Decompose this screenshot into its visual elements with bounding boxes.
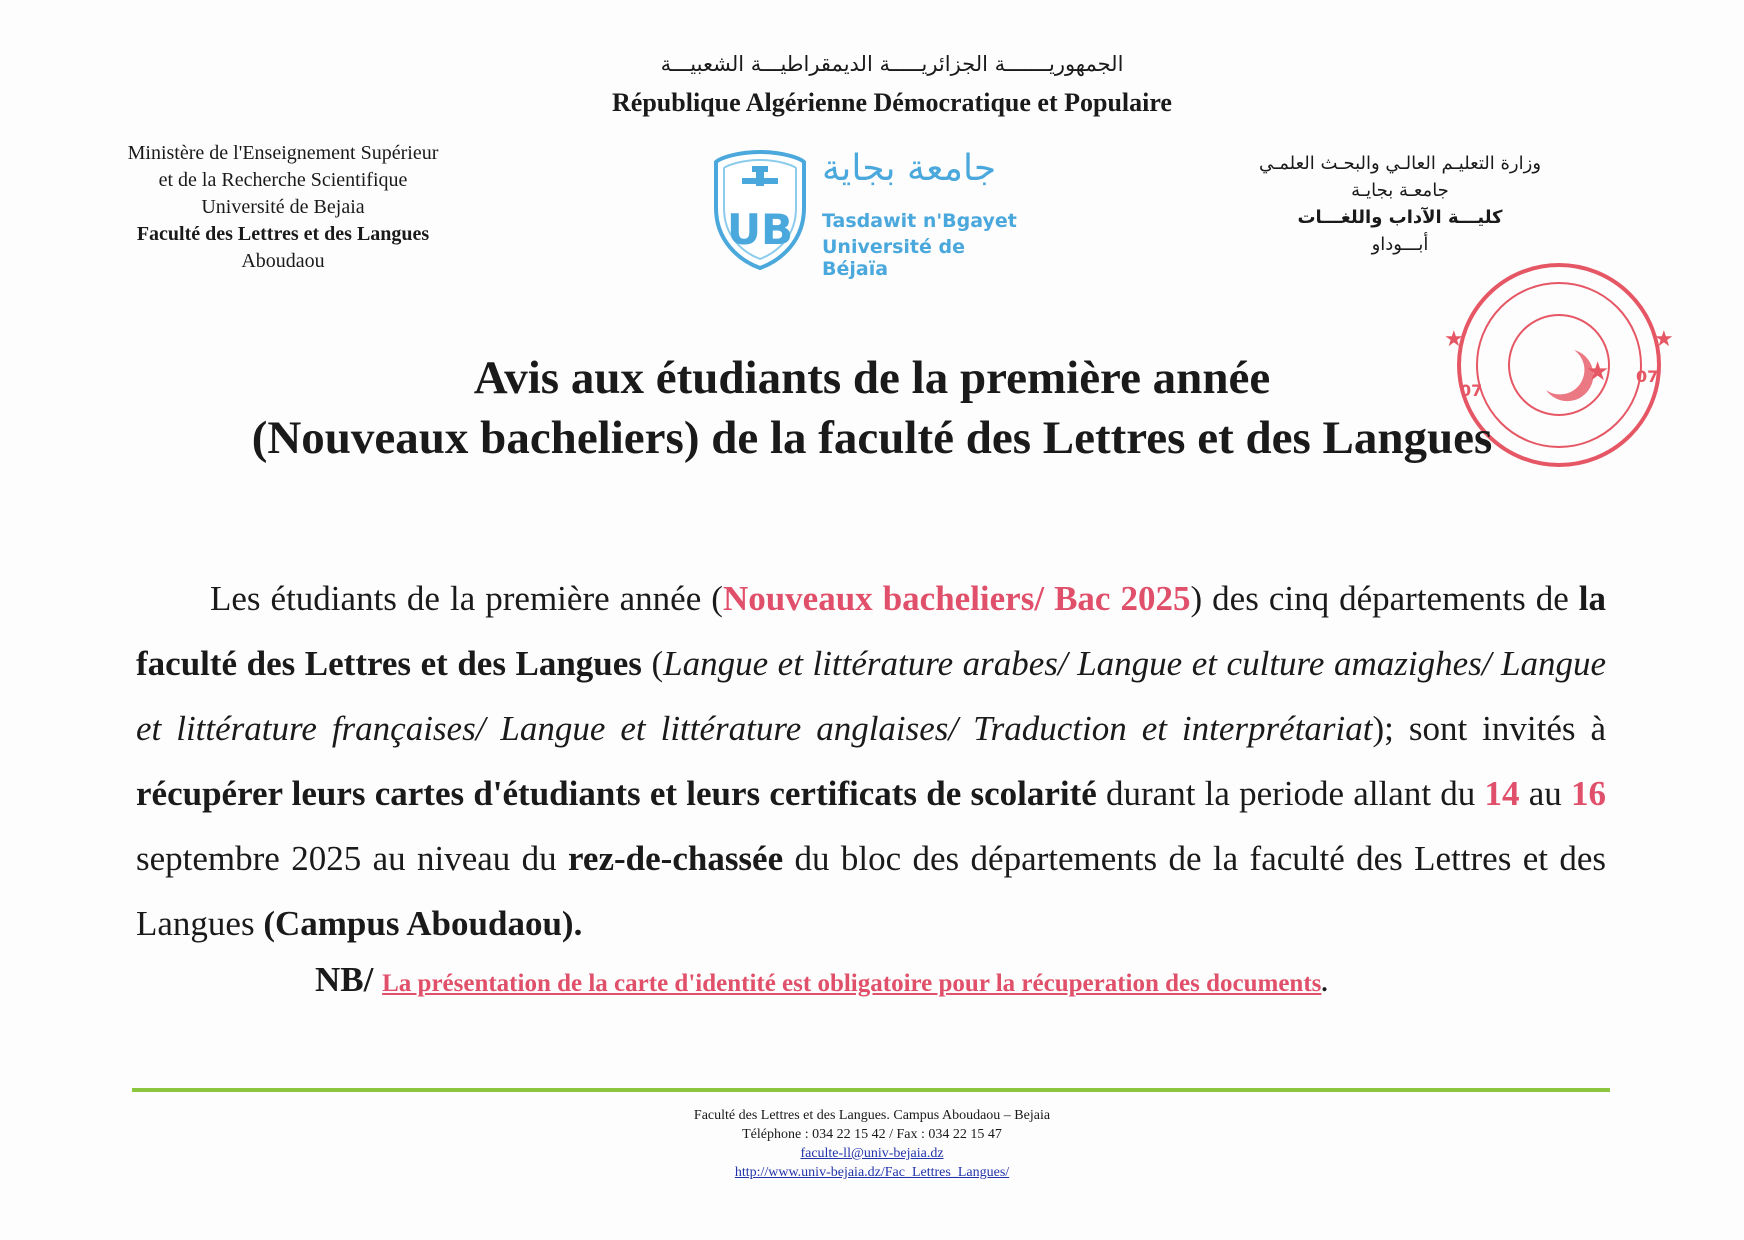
ministry-line-2: et de la Recherche Scientifique: [158, 169, 408, 191]
ministry-line-1: Ministère de l'Enseignement Supérieur: [127, 142, 439, 164]
logo-line-2: Université de Béjaïa: [822, 236, 966, 280]
body-text: septembre 2025 au niveau du: [136, 839, 569, 878]
body-text: Les étudiants de la première année (: [210, 579, 723, 618]
footer-divider: [132, 1088, 1610, 1092]
footer: [0, 1106, 1744, 1182]
body-text: ); sont invités à: [1372, 709, 1606, 748]
faculty-ar: كليـــة الآداب واللغـــات: [1297, 207, 1503, 228]
svg-text:UB: UB: [726, 205, 794, 254]
body-text: du bloc des départements de la faculté des Lettres et des Langues: [136, 839, 1606, 943]
university-name: Université de Bejaia: [201, 196, 365, 218]
body-text: ) des cinq départements de: [1190, 579, 1579, 618]
notice-title: [0, 348, 1744, 468]
university-ar: جامعـة بجايـة: [1351, 180, 1449, 201]
faculty-name: Faculté des Lettres et des Langues: [136, 223, 430, 245]
title-line-1: Avis aux étudiants de la première année: [473, 352, 1271, 404]
nb-label: NB/: [315, 960, 374, 999]
body-text: (: [641, 644, 664, 683]
svg-text:07: 07: [1460, 381, 1483, 400]
logo-arabic-text: جامعة بجاية: [822, 148, 997, 189]
campus-emphasis: (Campus Aboudaou).: [263, 904, 583, 943]
svg-text:07: 07: [1636, 367, 1659, 386]
svg-text:★: ★: [1444, 327, 1464, 352]
university-logo: [712, 148, 1032, 280]
notice-body: [136, 566, 1606, 956]
campus-ar: أبـــوداو: [1371, 234, 1429, 255]
footer-email-link[interactable]: faculte-ll@univ-bejaia.dz: [800, 1146, 944, 1161]
date-start: 14: [1484, 774, 1520, 813]
republic-arabic: الجمهوريـــــــة الجزائريـــــة الديمقراطيـــة الشعبيـــة: [660, 52, 1124, 76]
svg-text:★: ★: [1586, 357, 1610, 387]
nb-end: .: [1321, 970, 1328, 997]
footer-website-link[interactable]: http://www.univ-bejaia.dz/Fac_Lettres_Langues/: [734, 1165, 1010, 1180]
institution-block-ar: [1220, 150, 1580, 258]
university-shield-icon: [712, 148, 808, 272]
republic-french: République Algérienne Démocratique et Populaire: [612, 88, 1172, 117]
body-text: au: [1519, 774, 1571, 813]
highlight-bac: Nouveaux bacheliers/ Bac 2025: [722, 579, 1191, 618]
svg-text:★: ★: [1654, 327, 1674, 352]
ministry-ar: وزارة التعليـم العالـي والبحـث العلمـي: [1258, 153, 1542, 174]
footer-phone: Téléphone : 034 22 15 42 / Fax : 034 22 15 47: [742, 1127, 1002, 1142]
institution-block-fr: [88, 140, 478, 275]
nb-note: [315, 960, 1328, 1000]
documents-emphasis: récupérer leurs cartes d'étudiants et leurs certificats de scolarité: [136, 774, 1097, 813]
title-line-2: (Nouveaux bacheliers) de la faculté des Lettres et des Langues: [251, 412, 1493, 464]
faculty-emphasis: la faculté des Lettres et des Langues: [136, 579, 1607, 683]
body-text: durant la periode allant du: [1096, 774, 1485, 813]
date-end: 16: [1570, 774, 1606, 813]
footer-address: Faculté des Lettres et des Langues. Campus Aboudaou – Bejaia: [693, 1108, 1051, 1123]
departments-list: Langue et littérature arabes/ Langue et culture amazighes/ Langue et littérature françaises/ Langue et littérature anglaises/ Traduction et interprétariat: [136, 644, 1606, 748]
nb-text: La présentation de la carte d'identité est obligatoire pour la récuperation des documents: [382, 970, 1322, 997]
location-emphasis: rez-de-chassée: [568, 839, 784, 878]
logo-line-1: Tasdawit n'Bgayet: [822, 210, 1017, 232]
campus-name: Aboudaou: [241, 250, 325, 272]
